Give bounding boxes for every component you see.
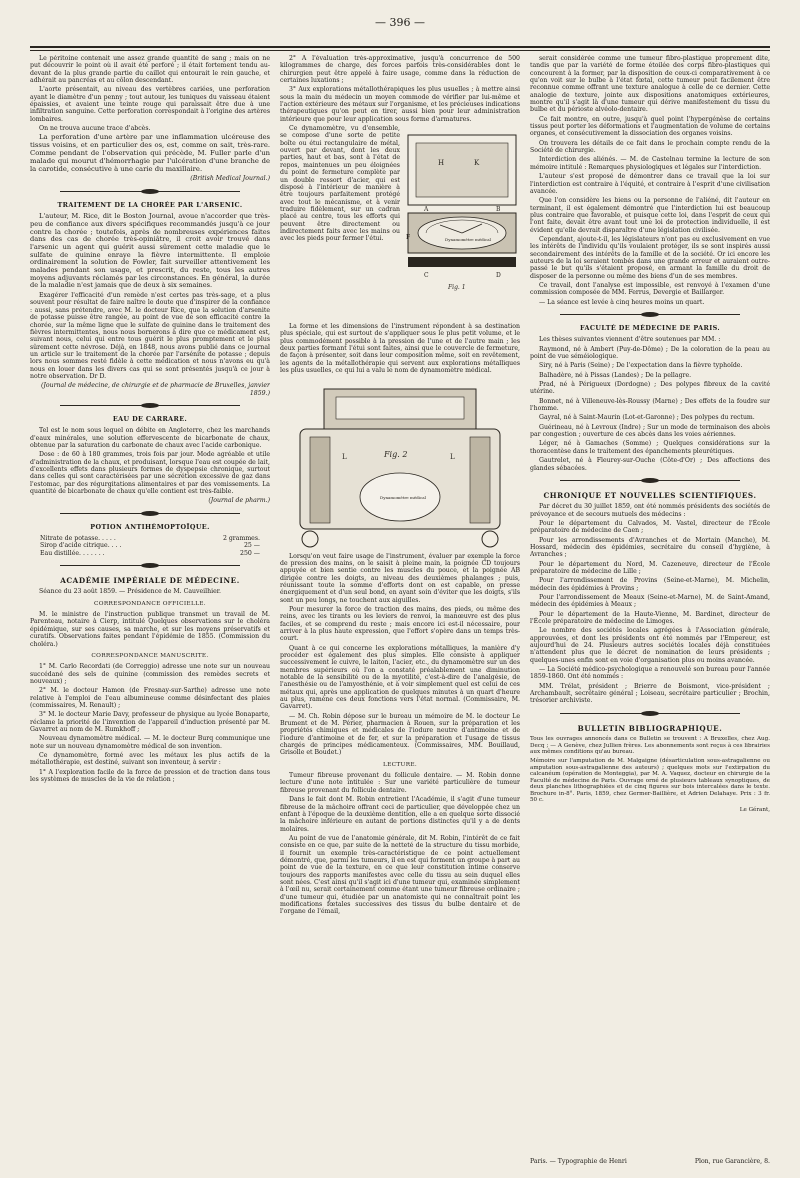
column-1 <box>30 55 270 1165</box>
ornament-divider <box>560 710 740 717</box>
list-item: Pour le département de la Haute-Vienne, M. Bardinet, directeur de l'École préparatoire de médecine de Limoges. <box>530 610 770 625</box>
column-2 <box>280 55 520 1165</box>
list-item: Raymond, né à Ambert (Puy-de-Dôme) ; De la coloration de la peau au point de vue séméiologique. <box>530 345 770 361</box>
paragraph: Dans le fait dont M. Robin entretient l'Académie, il s'agit d'une tumeur fibreuse de la mâchoire offrant ceci de particulier, que développée chez un enfant à l'époque de la deuxième dentition, elle a en quelque sorte dissocié la mâchoire inférieure en autant de portions distinctes qu'il y a de dents molaires. <box>280 796 520 833</box>
formula-item: Sirop d'acide citrique. . . . <box>40 542 122 550</box>
paragraph: Les thèses suivantes viennent d'être soutenues par MM. : <box>539 336 721 344</box>
paragraph: Nouveau dynamomètre médical. — M. le docteur Burq communique une note sur un nouveau dynamomètre médical de son invention. <box>30 735 270 750</box>
section-heading: ACADÉMIE IMPÉRIALE DE MÉDECINE. <box>60 576 240 586</box>
svg-text:H: H <box>438 159 445 168</box>
formula-row <box>40 550 260 557</box>
ornament-divider <box>60 402 240 409</box>
dial-text: Dynamomètre médical <box>445 237 491 243</box>
svg-text:F: F <box>406 234 411 242</box>
paragraph: Ce dynamomètre, formé avec les métaux les plus actifs de la métallothérapie, est destiné, suivant son inventeur, à servir : <box>30 751 270 767</box>
imprint-right: Plon, rue Garancière, 8. <box>694 1158 770 1165</box>
paragraph: M. le ministre de l'instruction publique transmet un travail de M. Parenteau, notaire à Cierp, intitulé Quelques observations sur le choléra épidémique, sur ses causes, sa marche, et sur les moyens préservatifs et curatifs. Observations faites pendant l'épidémie de 1855. (Commission du choléra.) <box>30 611 270 648</box>
top-rule <box>30 46 770 48</box>
ornament-divider <box>60 510 240 517</box>
paragraph: Cependant, ajoute-t-il, les législateurs n'ont pas eu exclusivement en vue les intérêts de l'individu qu'ils voulaient protéger, ils se sont inspirés aussi secondairement des intérêts de la famille et de la société. Or ici encore les auteurs de la loi seraient tombés dans une grande erreur et auraient outre-passé le but qu'ils s'étaient proposé, en armant la famille du droit de disposer de la personne ou même des biens d'un de ses membres. <box>530 235 770 280</box>
figure-label: Fig. 1 <box>448 284 466 292</box>
page-number: — 396 — <box>375 16 425 29</box>
paragraph: L'aorte présentait, au niveau des vertèbres cariées, une perforation ayant le diamètre d'un penny ; tout autour, les tuniques du vaisseau étaient épaissies, et avaient une teinte rouge qui paraissait être due à une infiltration sanguine. Cette perforation correspondait à l'origine des artères lombaires. <box>30 86 270 123</box>
section-heading: BULLETIN BIBLIOGRAPHIQUE. <box>577 723 723 733</box>
formula-qty: 25 — <box>243 542 260 550</box>
formula-row <box>40 535 260 542</box>
svg-text:A: A <box>424 206 429 214</box>
ornament-divider <box>560 311 740 318</box>
svg-text:L: L <box>342 452 347 461</box>
formula-list <box>40 535 260 557</box>
paragraph: Le péritoine contenait une assez grande quantité de sang ; mais on ne put découvrir le point où il avait été perforé ; il était fortement tendu au-devant de la plus grande partie du caillot qui entourait le rein gauche, et adhérait au pancréas et au côlon descendant. <box>30 55 270 85</box>
formula-item: Eau distillée. . . . . . . <box>40 549 105 557</box>
columns <box>30 55 770 1165</box>
paragraph: 2° M. le docteur Hamon (de Fresnay-sur-Sarthe) adresse une note relative à l'emploi de l'eau albumineuse comme désinfectant des plaies (commissaires, M. Renault) ; <box>30 687 270 709</box>
list-item: Gautrelet, né à Fleurey-sur-Ouche (Côte-d'Or) ; Des affections des glandes sébacées. <box>530 457 770 472</box>
paragraph: 2° A l'évaluation très-approximative, jusqu'à concurrence de 500 kilogrammes de charge, des forces parfois très-considérables dont le chirurgien peut être appelé à faire usage, comme dans la réduction de certaines luxations ; <box>280 55 520 85</box>
svg-text:K: K <box>474 159 480 168</box>
paragraph: MM. Trélat, président ; Brierre de Boismont, vice-président ; Archambault, secrétaire général ; Loiseau, secrétaire particulier ; Brochin, trésorier archiviste. <box>530 682 770 705</box>
paragraph: serait considérée comme une tumeur fibro-plastique proprement dite, tandis que par la variété de forme étoilée des corps fibro-plastiques qui concourent à la former, par la disposition de ceux-ci comparativement à ce qu'on voit sur le bulbe à l'état fœtal, cette tumeur peut facilement être reconnue comme offrant une texture analogue à celle de ce dernier. Cette analogie de texture, jointe aux dispositions anatomiques extérieures, montre qu'il s'agit là d'une tumeur qui dérive manifestement du tissu du bulbe et du périoste alvéolo-dentaire. <box>530 55 770 114</box>
paragraph: Le nombre des sociétés locales agrégées à l'Association générale, approuvées, et dont les présidents ont été nommés par l'Empereur, est aujourd'hui de 24. Plusieurs autres sociétés locales déjà constituées n'attendent plus que le décret de nomination de leurs présidents ; quelques-unes enfin sont en voie d'organisation plus ou moins avancée. <box>530 627 770 664</box>
paragraph: La perforation d'une artère par une inflammation ulcéreuse des tissus voisins, et en particulier des os, est, comme on sait, très-rare. Comme pendant de l'observation qui précède, M. Fuller parle d'un malade qui mourut d'hémorrhagie par l'ulcération d'une branche de la carotide, consécutive à une carie du maxillaire. <box>30 133 270 173</box>
paragraph: La forme et les dimensions de l'instrument répondent à sa destination plus spéciale, qui est surtout de s'appliquer sous le plus petit volume, et le plus commodément possible à la pression de l'une et de l'autre main ; les deux parties formant l'étui sont faites, ainsi que le couvercle de fermeture, de façon à présenter, soit dans leur composition même, soit en revêtement, les agents de la métallothérapie qui servent aux explorations métalliques les plus usuelles, ce qui lui a valu le nom de dynamomètre médical. <box>280 323 520 375</box>
list-item: Gayral, né à Saint-Maurin (Lot-et-Garonne) ; Des polypes du rectum. <box>539 414 755 422</box>
source-citation: (British Medical Journal.) <box>190 175 270 183</box>
paragraph: Ce dynamomètre, vu d'ensemble, se compose d'une sorte de petite boîte ou étui rectangulaire de métal, ouvert par devant, dont les deux parties, haut et bas, sont à l'état de repos, maintenues un peu éloignées du point de fermeture complète par un double ressort d'acier, qui est disposé à l'intérieur de manière à être toujours parfaitement protégé avec tout le mécanisme, et à venir traduire fidèlement, sur un cadran placé au centre, tous les efforts qui peuvent être directement ou indirectement faits avec les mains ou avec les pieds pour fermer l'étui. <box>280 125 400 243</box>
section-heading: FACULTÉ DE MÉDECINE DE PARIS. <box>579 324 721 332</box>
top-rule-thin <box>30 50 770 51</box>
svg-text:L: L <box>450 452 455 461</box>
section-heading: POTION ANTIHÉMOPTOÏQUE. <box>90 522 210 531</box>
paragraph: 1° M. Carlo Recordati (de Correggio) adresse une note sur un nouveau succédané des sels de quinine (commission des remèdes secrets et nouveaux) ; <box>30 663 270 685</box>
paragraph: — La séance est levée à cinq heures moins un quart. <box>539 298 705 306</box>
paragraph: Dose : de 60 à 180 grammes, trois fois par jour. Mode agréable et utile d'administration de la chaux, et produisant, lorsque l'eau est coupée de lait, d'excellents effets dans plusieurs formes de dyspepsie chronique, surtout dans celles qui sont caractérisées par une sécrétion excessive de gaz dans l'estomac, par des régurgitations alimentaires et par des vomissements. La quantité de bicarbonate de chaux qu'elle contient est très-faible. <box>30 451 270 496</box>
list-item: Pour les arrondissements d'Avranches et de Mortain (Manche), M. Hossard, médecin des épidémies, secrétaire du conseil d'hygiène, à Avranches ; <box>530 536 770 559</box>
source-citation: (Journal de médecine, de chirurgie et de pharmacie de Bruxelles, janvier 1859.) <box>40 382 270 397</box>
sub-heading: CORRESPONDANCE MANUSCRITE. <box>91 652 209 659</box>
paragraph: Pour mesurer la force de traction des mains, des pieds, ou même des reins, avec les tirants ou les leviers de renvoi, la manœuvre est des plus faciles, et se comprend du reste ; mais encore ici est-il nécessaire, pour arriver à la plus haute expression, que l'effort s'opère dans un temps très-court. <box>280 605 520 643</box>
list-item: Pour le département du Calvados, M. Vastel, directeur de l'École préparatoire de médecine de Caen ; <box>530 519 770 535</box>
ornament-divider <box>60 562 240 569</box>
source-citation: (Journal de pharm.) <box>208 497 270 505</box>
paragraph: Par décret du 30 juillet 1859, ont été nommés présidents des sociétés de prévoyance et de secours mutuels des médecins : <box>530 503 770 518</box>
figure-1 <box>404 129 520 319</box>
list-item: Léger, né à Gamaches (Somme) ; Quelques considérations sur la thoracentèse dans le traitement des épanchements pleurétiques. <box>530 440 770 455</box>
dial-text: Dynamomètre médical <box>380 494 426 500</box>
dynamometer-fig1-icon <box>404 129 520 319</box>
imprint-footer <box>530 1158 770 1165</box>
list-item: Pour le département du Nord, M. Cazeneuve, directeur de l'École préparatoire de médecine de Lille ; <box>530 560 770 575</box>
paragraph: — M. Ch. Robin dépose sur le bureau un mémoire de M. le docteur Le Brument et de M. Périer, pharmacien à Rouen, sur la préparation et les propriétés chimiques et médicales de l'iodure neutre d'antimoine et de l'iodure d'antimoine et de fer, et sur la préparation et l'usage de tissus chargés de principes médicamenteux. (Commissaires, MM. Bouillaud, Grisolle et Boudet.) <box>280 712 520 757</box>
paragraph: Interdiction des aliénés. — M. de Castelnau termine la lecture de son mémoire intitulé : Remarques physiologiques et légales sur l'interdiction. <box>530 156 770 171</box>
paragraph: Tumeur fibreuse provenant du follicule dentaire. — M. Robin donne lecture d'une note intitulée : Sur une variété particulière de tumeur fibreuse provenant du follicule dentaire. <box>280 772 520 794</box>
section-heading: EAU DE CARRARE. <box>112 414 188 423</box>
paragraph: 1° A l'exploration facile de la force de pression et de traction dans tous les systèmes de muscles de la vie de relation ; <box>30 768 270 784</box>
paragraph: On trouvera les détails de ce fait dans le prochain compte rendu de la Société de chirurgie. <box>530 139 770 155</box>
paragraph: Tous les ouvrages annoncés dans ce Bulletin se trouvent : A Bruxelles, chez Aug. Decq ; — A Genève, chez Jullien frères. Les abonnements sont reçus à ces librairies aux mêmes conditions qu'au bureau. <box>530 736 770 756</box>
list-item: Prad, né à Périgueux (Dordogne) ; Des polypes fibreux de la cavité utérine. <box>530 381 770 396</box>
paragraph: 3° Aux explorations métallothérapiques les plus usuelles ; à mettre ainsi sous la main du médecin un moyen commode de vérifier par lui-même et l'action extérieure des métaux sur l'organisme, et les précieuses indications thérapeutiques qu'on peut en tirer, aussi bien pour leur administration intérieure que pour leur application sous forme d'armatures. <box>280 86 520 123</box>
section-heading: CHRONIQUE ET NOUVELLES SCIENTIFIQUES. <box>543 490 757 500</box>
list-item: Bonnet, né à Villeneuve-lès-Roussy (Marne) ; Des effets de la foudre sur l'homme. <box>530 397 770 413</box>
paragraph: Séance du 23 août 1859. — Présidence de M. Cauveilhier. <box>39 588 221 596</box>
paragraph: Que l'on considère les biens ou la personne de l'aliéné, dit l'auteur en terminant, il est également démontré que l'interdiction lui est beaucoup plus contraire que favorable, et puisque cette loi, dans l'esprit de ceux qui l'ont faite, devait être avant tout une loi de protection individuelle, il est évident qu'elle devrait disparaître d'une législation civilisée. <box>530 197 770 234</box>
paragraph: Lorsqu'on veut faire usage de l'instrument, évaluer par exemple la force de pression des mains, on le saisit à pleine main, la poignée CD toujours appuyée et bien sentie contre les muscles du pouce, et la poignée AB dirigée contre les doigts, au niveau des deuxièmes phalanges ; puis, réunissant toute la somme d'efforts dont on est capable, on presse énergiquement et d'un seul bond, en ayant soin d'éviter que les doigts, s'ils sont un peu longs, ne touchent aux aiguilles. <box>280 552 520 604</box>
list-item: Pour l'arrondissement de Meaux (Seine-et-Marne), M. de Saint-Amand, médecin des épidémies à Meaux ; <box>530 593 770 609</box>
svg-text:C: C <box>424 272 429 280</box>
formula-qty: 2 grammes. <box>222 535 260 543</box>
section-heading: TRAITEMENT DE LA CHORÉE PAR L'ARSENIC. <box>57 200 243 209</box>
ornament-divider <box>60 188 240 195</box>
paragraph: Quant à ce qui concerne les explorations métalliques, la manière d'y procéder est également des plus simples. Elle consiste à appliquer successivement le cuivre, le laiton, l'acier, etc., du dynamomètre sur un des membres supérieurs où l'on a constaté préalablement une diminution notable de la sensibilité ou de la myotilité, c'est-à-dire de l'analgésie, de l'anesthésie ou de l'amyosthénie, et à voir simplement quel est celui de ces métaux qui, après une application de quelques minutes à un quart d'heure au plus, ramène ces deux fonctions vers l'état normal. (Commissaire, M. Gavarret). <box>280 644 520 711</box>
formula-row <box>40 542 260 549</box>
list-item: Pour l'arrondissement de Provins (Seine-et-Marne), M. Michelin, médecin des épidémies à Provins ; <box>530 577 770 592</box>
svg-text:B: B <box>496 206 501 214</box>
column-3 <box>530 55 770 1165</box>
formula-qty: 250 — <box>240 549 260 557</box>
list-item: Balhadère, né à Pissas (Landes) ; De la pellagre. <box>539 371 692 379</box>
figure-2 <box>280 379 520 549</box>
fig1-wrap <box>280 125 520 323</box>
imprint-left: Paris. — Typographie de Henri <box>530 1158 627 1165</box>
paragraph: L'auteur s'est proposé de démontrer dans ce travail que la loi sur l'interdiction est contraire à l'équité, et contraire à l'esprit d'une civilisation avancée. <box>530 173 770 195</box>
list-item: Guérineau, né à Levroux (Indre) ; Sur un mode de terminaison des abcès par congestion ; ouverture de ces abcès dans les voies aériennes. <box>530 423 770 439</box>
dynamometer-fig2-icon <box>280 379 520 549</box>
paragraph: On ne trouva aucune trace d'abcès. <box>39 125 151 133</box>
paragraph: L'auteur, M. Rice, dit le Boston Journal, avoue n'accorder que très-peu de confiance aux divers spécifiques recommandés jusqu'à ce jour contre la chorée ; toutefois, après de nombreuses expériences faites dans des cas de chorée très-opiniâtre, il croit avoir trouvé dans l'arsenic un agent qui guérit aussi sûrement cette maladie que le sulfate de quinine enraye la fièvre intermittente. Il emploie ordinairement la solution de Fowler, fait surveiller attentivement les malades pendant son usage, et prescrit, du reste, tous les autres moyens adjuvants réclamés par les circonstances. En général, la durée de la maladie n'est jamais que de deux à six semaines. <box>30 212 270 290</box>
paragraph: Exagérer l'efficacité d'un remède n'est certes pas très-sage, et a plus souvent pour résultat de faire naître le doute que d'inspirer de la confiance : aussi, sans prétendre, avec M. le docteur Rice, que la solution d'arsenite de potasse puisse être rangée, au point de vue de son efficacité contre la chorée, sur la même ligne que le sulfate de quinine dans le traitement des fièvres intermittentes, nous nous bornerons à dire que ce médicament est, suivant nous, celui qui entre tous guérit le plus promptement et le plus sûrement cette névrose. Déjà, en 1848, nous avons publié dans ce journal un article sur le traitement de la chorée par l'arsénite de potasse ; depuis lors nous sommes resté fidèle à cette médication et nous n'avons eu qu'à nous en louer dans les divers cas qui se sont présentés jusqu'à ce jour à notre observation. Dr D. <box>30 292 270 380</box>
ornament-divider <box>560 477 740 484</box>
svg-text:D: D <box>496 272 501 280</box>
paragraph: 3° M. le docteur Marie Davy, professeur de physique au lycée Bonaparte, réclame la priorité de l'invention de l'appareil d'induction présenté par M. Gavarret au nom de M. Rumkhoff ; <box>30 711 270 733</box>
signature: Le Gérant, <box>739 807 770 814</box>
paragraph: Ce fait montre, en outre, jusqu'à quel point l'hypergénèse de certains tissus peut porter les déformations et l'augmentation de volume de certains organes, et consécutivement la dissociation des organes voisins. <box>530 115 770 138</box>
figure-label: Fig. 2 <box>384 449 408 459</box>
paragraph: Tel est le nom sous lequel on débite en Angleterre, chez les marchands d'eaux minérales, une solution effervescente de bicarbonate de chaux, obtenue par la saturation du carbonate de chaux avec l'acide carbonique. <box>30 427 270 449</box>
sub-heading: CORRESPONDANCE OFFICIELLE. <box>94 600 206 607</box>
paragraph: Au point de vue de l'anatomie générale, dit M. Robin, l'intérêt de ce fait consiste en ce que, par suite de la netteté de la structure du tissu morbide, il fournit un exemple très-caractéristique de ce point actuellement démontré, que, parmi les tumeurs, il en est qui forment un groupe à part au point de vue de la texture, en ce que leur constitution intime conserve toujours des rapports manifestes avec celle du tissu au sein duquel elles sont nées. C'est ainsi qu'il s'agit ici d'une tumeur qui, examinée simplement à l'œil nu, serait certainement comme étant une tumeur fibreuse ordinaire ; d'une tumeur qui, étudiée par un anatomiste qui ne connaîtrait point les modifications fœtales successives des tissus du bulbe dentaire et de l'organe de l'émail, <box>280 834 520 916</box>
bibliography <box>530 736 770 804</box>
formula-item: Nitrate de potasse. . . . . <box>40 535 116 543</box>
paragraph: Ce travail, dont l'analyse est impossible, est renvoyé à l'examen d'une commission composée de MM. Ferrus, Devergie et Baillarger. <box>530 281 770 297</box>
list-item: Siry, né à Paris (Seine) ; De l'expectation dans la fièvre typhoïde. <box>539 362 743 370</box>
sub-heading: LECTURE. <box>382 761 418 768</box>
paragraph: Mémoire sur l'amputation de M. Malgaigne (désarticulation sous-astragalienne ou amputation sous-astragalienne des auteurs) ; quelques mots sur l'extirpation du calcanéum (opération de Monteggia), par M. A. Vaquez, docteur en chirurgie de la Faculté de médecine de Paris. Ouvrage orné de plusieurs tableaux synoptiques, de deux planches lithographiées et de cinq figures sur bois intercalées dans le texte. Brochure in-8°. Paris, 1859, chez Germer-Baillière, et Adrien Delahaye. Prix : 3 fr. 50 c. <box>530 757 770 804</box>
paragraph: — La Société médico-psychologique a renouvelé son bureau pour l'année 1859-1860. Ont été nommés : <box>530 666 770 681</box>
